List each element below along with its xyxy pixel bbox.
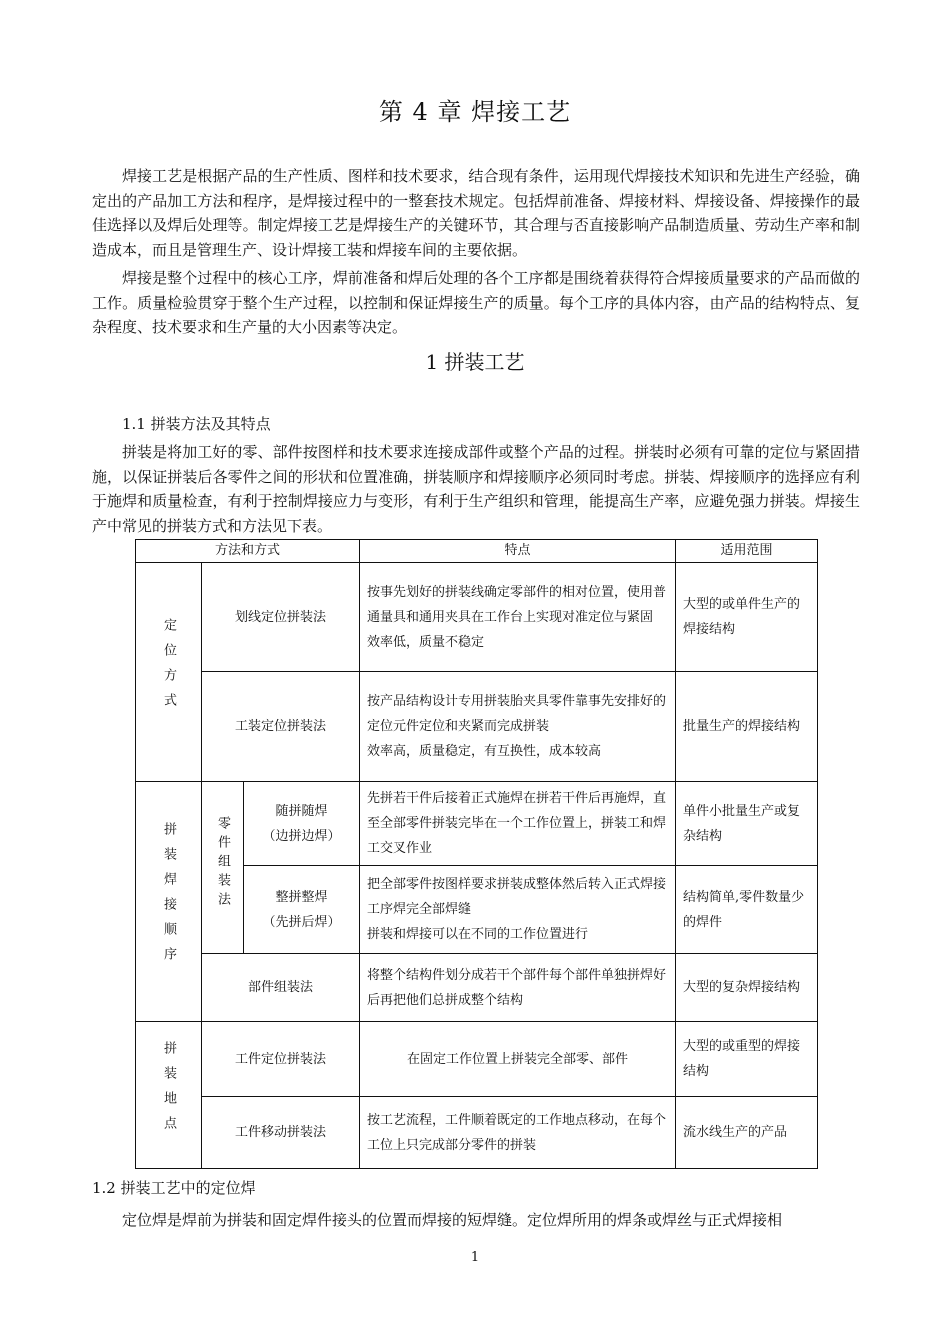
table-header-row [136,540,818,563]
table-row [136,672,818,782]
feature-cell: 先拼若干件后接着正式施焊在拼若干件后再施焊，直至全部零件拼装完毕在一个工作位置上，拼装工和焊工交叉作业 [360,782,676,866]
feature-cell: 在固定工作位置上拼装完全部零、部件 [360,1022,676,1097]
scope-cell: 批量生产的焊接结构 [676,672,818,782]
group-location: 拼装地点 [136,1022,202,1169]
assembly-methods-table [135,539,818,1169]
header-scope: 适用范围 [676,540,818,563]
header-feature: 特点 [360,540,676,563]
scope-cell: 单件小批量生产或复杂结构 [676,782,818,866]
feature-cell: 按工艺流程，工件顺着既定的工作地点移动，在每个工位上只完成部分零件的拼装 [360,1097,676,1169]
table-row [136,1097,818,1169]
feature-cell: 按产品结构设计专用拼装胎夹具零件靠事先安排好的定位元件定位和夹紧而完成拼装 效率高，质量稳定，有互换性，成本较高 [360,672,676,782]
method-cell: 部件组装法 [202,954,360,1022]
method-cell: 划线定位拼装法 [202,563,360,672]
method-cell: 工件定位拼装法 [202,1022,360,1097]
subsection-1-1-paragraph: 拼装是将加工好的零、部件按图样和技术要求连接成部件或整个产品的过程。拼装时必须有可靠的定位与紧固措施，以保证拼装后各零件之间的形状和位置准确，拼装顺序和焊接顺序必须同时考虑。拼装、焊接顺序的选择应有利于施焊和质量检查，有利于控制焊接应力与变形，有利于生产组织和管理，能提高生产率，应避免强力拼装。焊接生产中常见的拼装方式和方法见下表。 [92,443,860,535]
feature-cell: 按事先划好的拼装线确定零部件的相对位置，使用普通量具和通用夹具在工作台上实现对准定位与紧固 效率低，质量不稳定 [360,563,676,672]
chapter-title: 第 4 章 焊接工艺 [378,98,572,126]
table-row [136,563,818,672]
scope-cell: 大型的或单件生产的焊接结构 [676,563,818,672]
table-row [136,782,818,866]
feature-cell: 将整个结构件划分成若干个部件每个部件单独拼焊好后再把他们总拼成整个结构 [360,954,676,1022]
page-number: 1 [470,1250,480,1265]
subgroup-parts: 零件组装法 [202,782,244,954]
method-cell: 整拼整焊 （先拼后焊） [244,866,360,954]
method-cell: 工件移动拼装法 [202,1097,360,1169]
subsection-heading-1-1: 1.1 拼装方法及其特点 [122,415,271,433]
scope-cell: 大型的复杂焊接结构 [676,954,818,1022]
subsection-1-2-paragraph: 定位焊是焊前为拼装和固定焊件接头的位置而焊接的短焊缝。定位焊所用的焊条或焊丝与正式焊接相 [122,1211,783,1229]
subsection-heading-1-2: 1.2 拼装工艺中的定位焊 [92,1179,256,1197]
group-sequence: 拼装焊接顺序 [136,782,202,1022]
method-cell: 工装定位拼装法 [202,672,360,782]
feature-cell: 把全部零件按图样要求拼装成整体然后转入正式焊接工序焊完全部焊缝 拼装和焊接可以在不同的工作位置进行 [360,866,676,954]
scope-cell: 流水线生产的产品 [676,1097,818,1169]
section-heading: 1 拼装工艺 [425,350,525,374]
table-row [136,954,818,1022]
table-row [136,1022,818,1097]
scope-cell: 结构简单,零件数量少的焊件 [676,866,818,954]
header-method: 方法和方式 [136,540,360,563]
intro-paragraph-1: 焊接工艺是根据产品的生产性质、图样和技术要求，结合现有条件，运用现代焊接技术知识和先进生产经验，确定出的产品加工方法和程序，是焊接过程中的一整套技术规定。包括焊前准备、焊接材料、焊接设备、焊接操作的最佳选择以及焊后处理等。制定焊接工艺是焊接生产的关键环节，其合理与否直接影响产品制造质量、劳动生产率和制造成本，而且是管理生产、设计焊接工装和焊接车间的主要依据。 [92,167,860,259]
method-cell: 随拼随焊 （边拼边焊） [244,782,360,866]
intro-paragraph-2: 焊接是整个过程中的核心工序，焊前准备和焊后处理的各个工序都是围绕着获得符合焊接质量要求的产品而做的工作。质量检验贯穿于整个生产过程，以控制和保证焊接生产的质量。每个工序的具体内容，由产品的结构特点、复杂程度、技术要求和生产量的大小因素等决定。 [92,269,860,336]
group-positioning: 定位方式 [136,563,202,782]
scope-cell: 大型的或重型的焊接结构 [676,1022,818,1097]
